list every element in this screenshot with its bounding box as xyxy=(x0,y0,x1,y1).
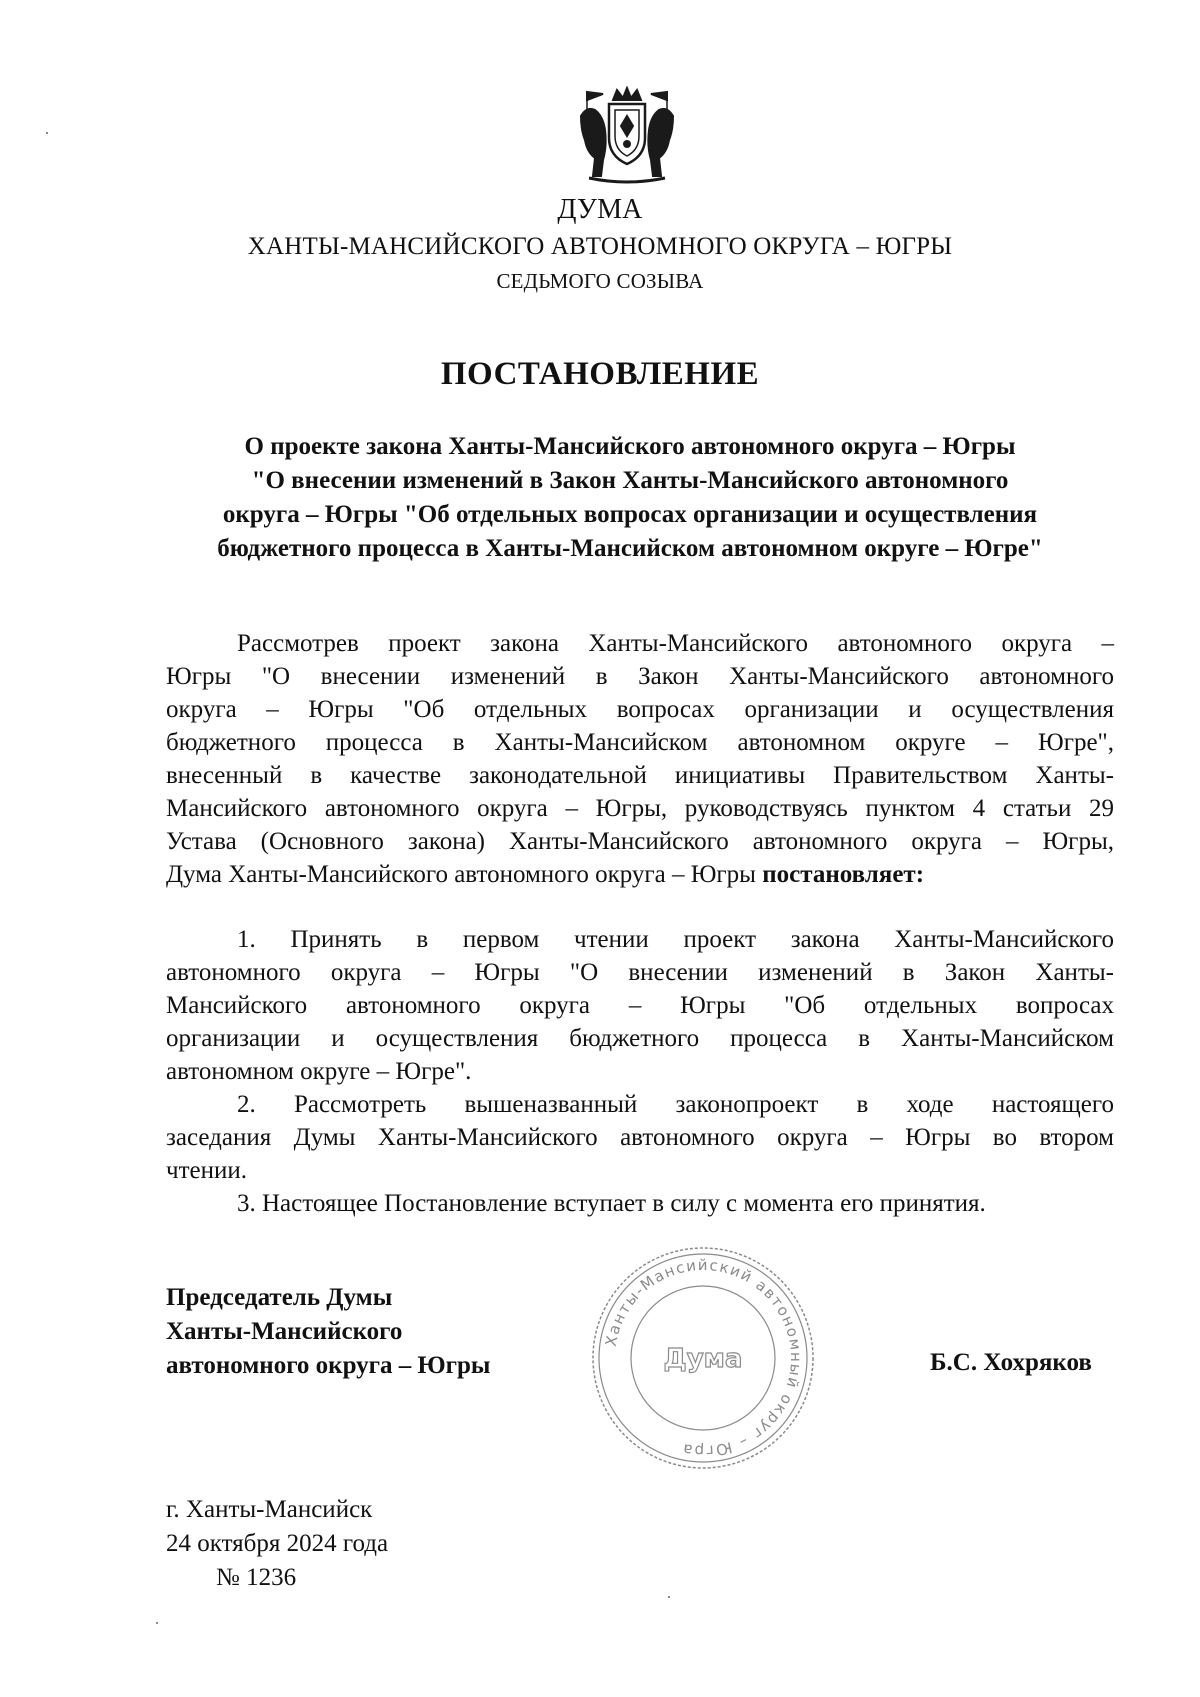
scan-speck xyxy=(668,1596,670,1598)
header-convocation: СЕДЬМОГО СОЗЫВА xyxy=(496,269,704,293)
footer-city: г. Ханты-Мансийск xyxy=(166,1496,373,1523)
coat-of-arms-emblem xyxy=(573,86,681,186)
official-stamp xyxy=(588,1243,818,1473)
preamble-verb: постановляет: xyxy=(762,861,925,888)
subject-line: округа – Югры "Об отдельных вопросах организации и осуществления xyxy=(222,501,1038,528)
document-footer xyxy=(166,1493,388,1595)
subject-line: "О внесении изменений в Закон Ханты-Мансийского автономного xyxy=(251,467,1009,494)
header-organ: ДУМА xyxy=(557,194,643,225)
item-line: автономного округа – Югры "О внесении изменений в Закон Ханты- xyxy=(166,959,1114,986)
preamble-line: Дума Ханты-Мансийского автономного округа – Югры xyxy=(166,861,756,888)
preamble-line: Рассмотрев проект закона Ханты-Мансийского автономного округа – xyxy=(237,630,1114,657)
document-subject xyxy=(150,430,1110,566)
stamp-ring-textpath: Ханты-Мансийский автономный округ – Югра xyxy=(601,1255,806,1461)
scan-speck xyxy=(156,1622,158,1624)
preamble-line: Устава (Основного закона) Ханты-Мансийского автономного округа – Югры, xyxy=(166,828,1114,855)
item-line: заседания Думы Ханты-Мансийского автономного округа – Югры во втором xyxy=(166,1124,1114,1151)
signatory-title-line: Ханты-Мансийского xyxy=(166,1318,403,1345)
resolution-item-2 xyxy=(166,1088,1114,1187)
preamble-line: внесенный в качестве законодательной инициативы Правительством Ханты- xyxy=(166,762,1114,789)
resolution-item-3 xyxy=(166,1187,1114,1220)
preamble-line: Мансийского автономного округа – Югры, руководствуясь пунктом 4 статьи 29 xyxy=(166,795,1114,822)
signatory-name: Б.С. Хохряков xyxy=(930,1349,1092,1376)
scan-speck xyxy=(46,132,48,134)
preamble-line: бюджетного процесса в Ханты-Мансийском автономном округе – Югре", xyxy=(166,729,1114,756)
signatory-title-line: Председатель Думы xyxy=(166,1284,393,1311)
subject-line: О проекте закона Ханты-Мансийского автономного округа – Югры xyxy=(244,433,1016,460)
resolution-item-1 xyxy=(166,923,1114,1088)
item-line: автономном округе – Югре". xyxy=(166,1058,472,1085)
item-line: Мансийского автономного округа – Югры "Об отдельных вопросах xyxy=(166,992,1114,1019)
header-region: ХАНТЫ-МАНСИЙСКОГО АВТОНОМНОГО ОКРУГА – ЮГРЫ xyxy=(247,233,953,260)
signatory-title xyxy=(166,1281,490,1383)
footer-number: № 1236 xyxy=(216,1564,297,1591)
preamble-line: округа – Югры "Об отдельных вопросах организации и осуществления xyxy=(166,696,1114,723)
subject-line: бюджетного процесса в Ханты-Мансийском автономном округе – Югре" xyxy=(217,535,1043,562)
preamble-last-line xyxy=(166,858,1114,891)
footer-date: 24 октября 2024 года xyxy=(166,1530,389,1557)
stamp-center-text: Дума xyxy=(663,1344,743,1374)
item-line: 1. Принять в первом чтении проект закона Ханты-Мансийского xyxy=(237,926,1114,953)
item-line: чтении. xyxy=(166,1157,247,1184)
item-line: 3. Настоящее Постановление вступает в силу с момента его принятия. xyxy=(237,1190,986,1217)
preamble-line: Югры "О внесении изменений в Закон Ханты-Мансийского автономного xyxy=(166,663,1114,690)
signatory-title-line: автономного округа – Югры xyxy=(166,1352,491,1379)
document-type-title: ПОСТАНОВЛЕНИЕ xyxy=(440,356,760,392)
item-line: организации и осуществления бюджетного процесса в Ханты-Мансийском xyxy=(166,1025,1114,1052)
preamble-paragraph xyxy=(166,627,1114,891)
item-line: 2. Рассмотреть вышеназванный законопроект в ходе настоящего xyxy=(237,1091,1114,1118)
